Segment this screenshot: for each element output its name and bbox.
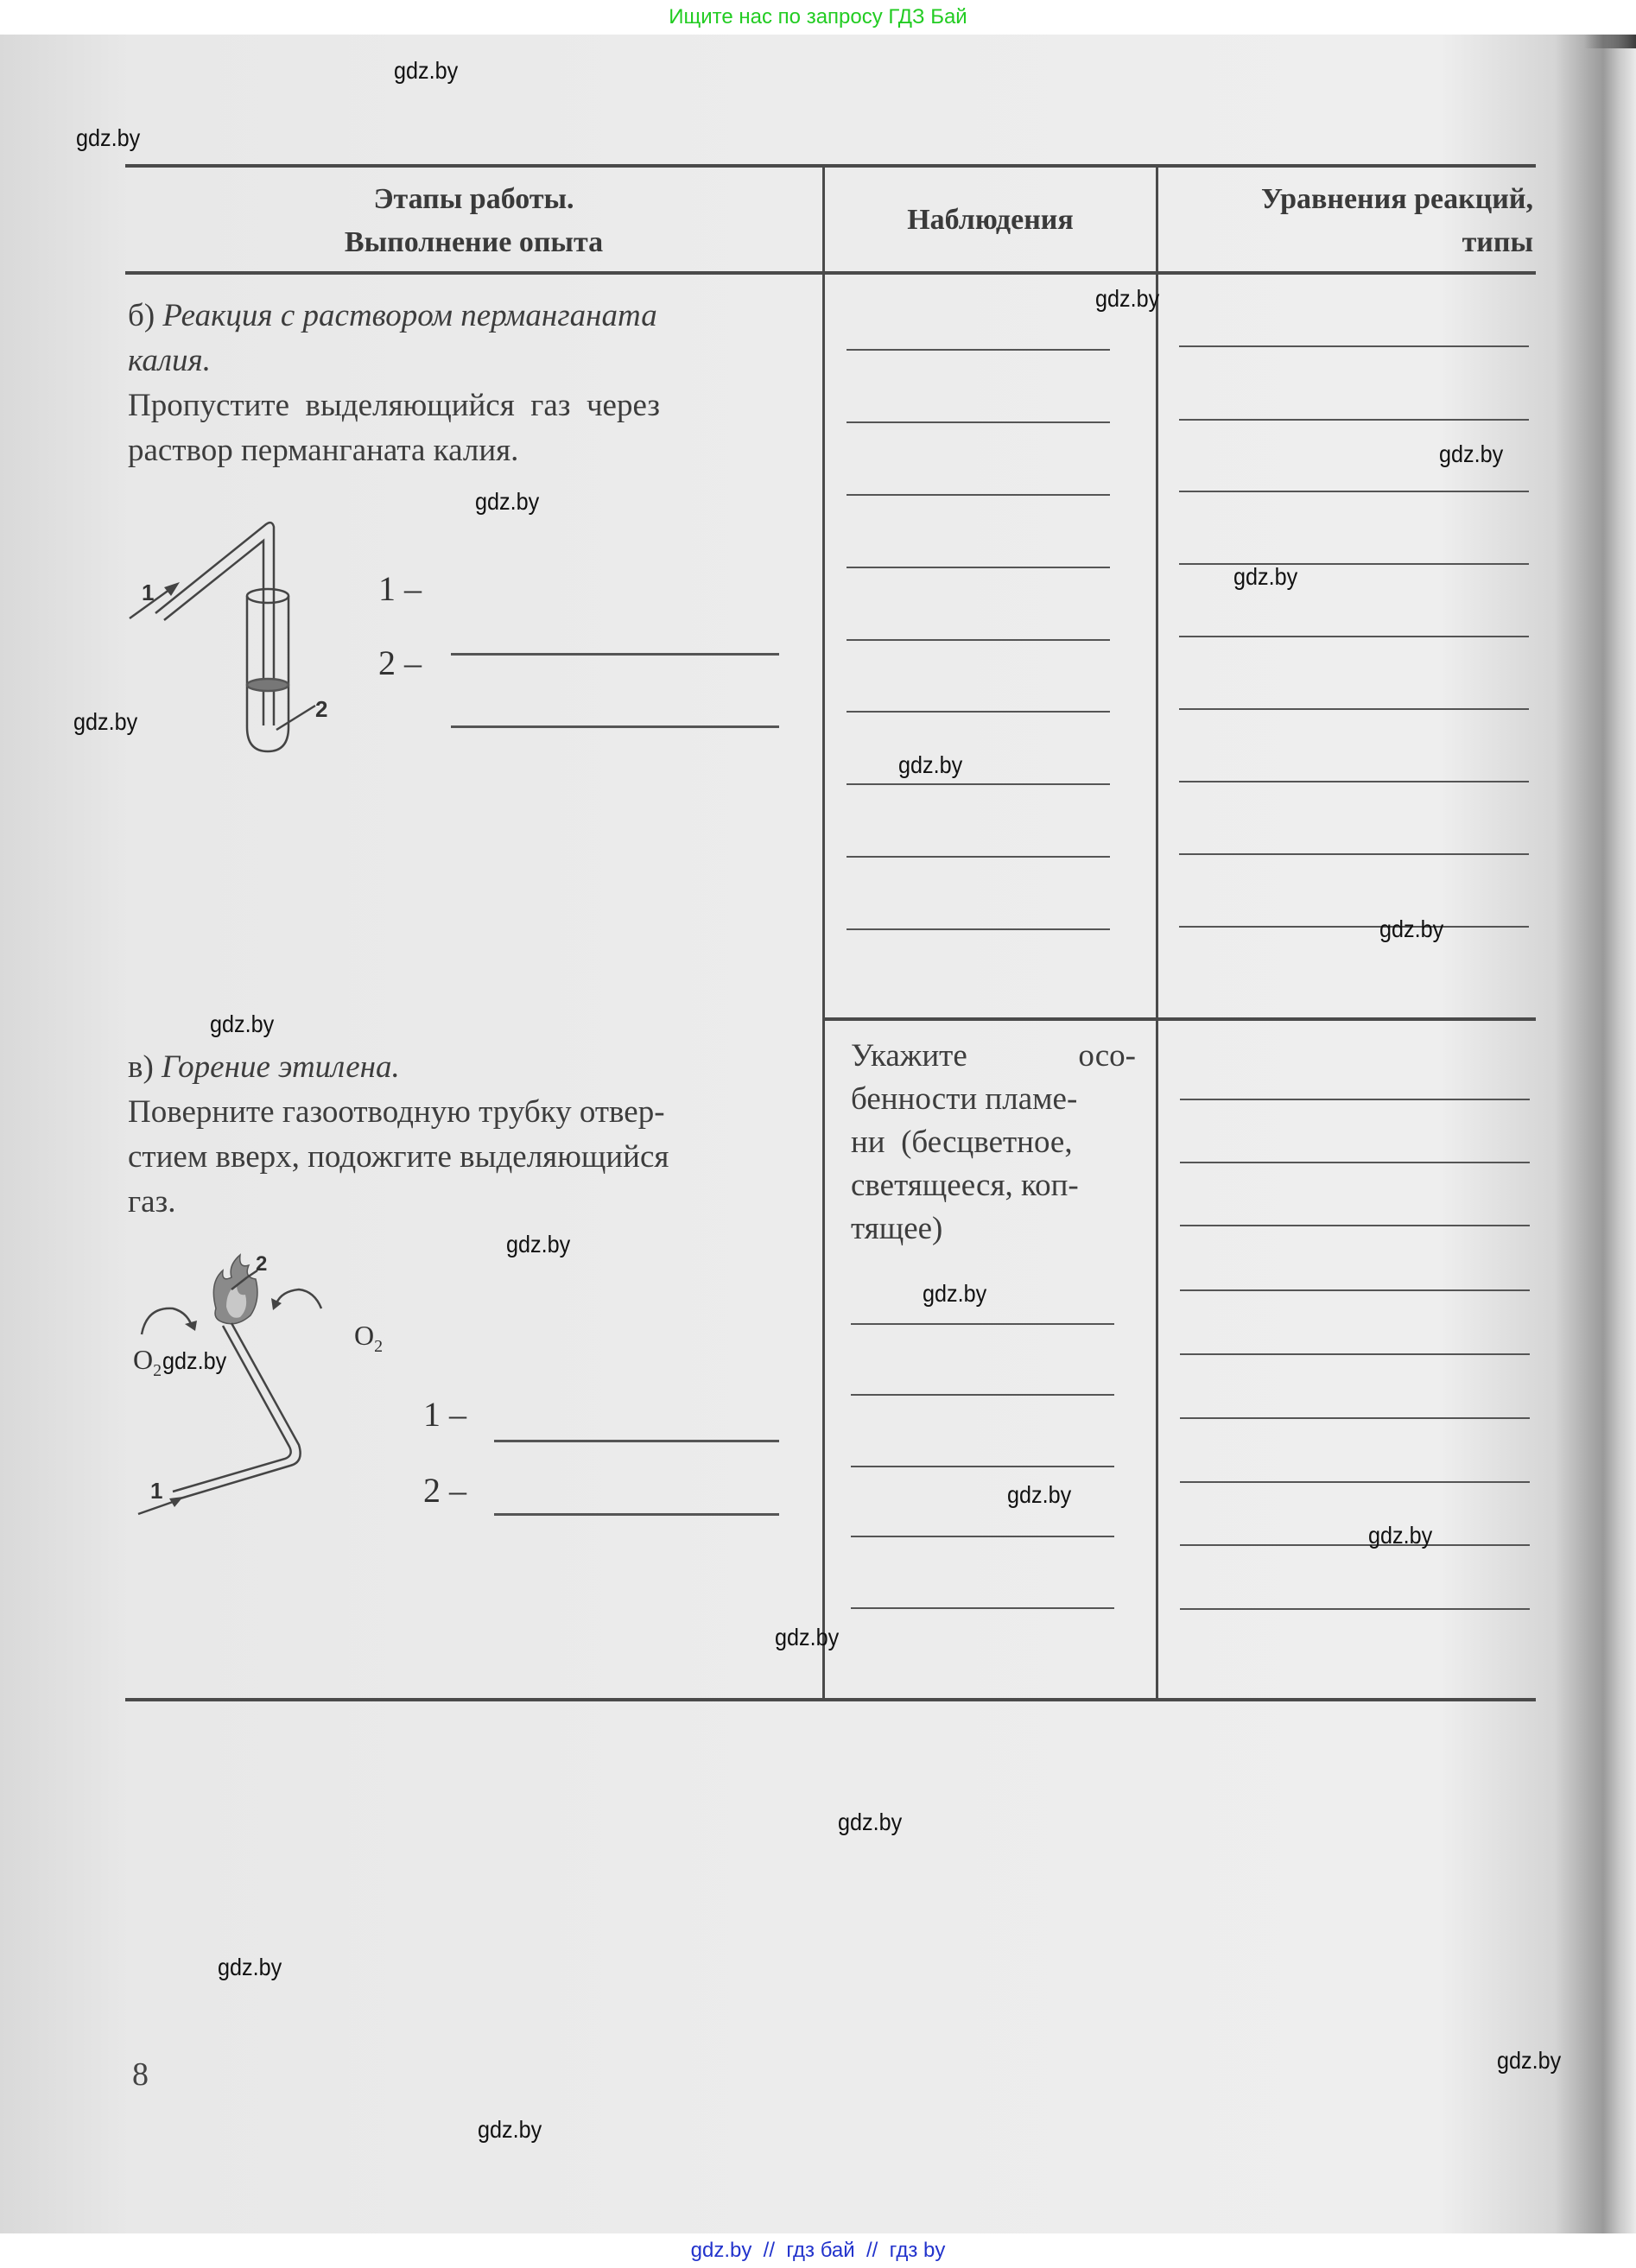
row-b-equation-line-3[interactable] — [1179, 491, 1529, 492]
page-edge-shadow — [1584, 35, 1636, 48]
row-v-observation-line-5[interactable] — [851, 1607, 1114, 1609]
watermark: gdz.by — [1007, 1481, 1072, 1508]
watermark: gdz.by — [73, 708, 138, 735]
header-stages-line2: Выполнение опыта — [344, 226, 604, 258]
combustion-diagram — [130, 1239, 441, 1516]
row-v-title — [128, 1045, 819, 1090]
column-divider-observations — [822, 164, 825, 1701]
prompt-line-2: бенности пламе- — [851, 1081, 1078, 1117]
row-v-legend-2-answer-line[interactable] — [494, 1513, 779, 1516]
row-v-equation-line-2[interactable] — [1180, 1162, 1530, 1163]
row-v-observation-line-2[interactable] — [851, 1394, 1114, 1396]
row-b-observation-line-8[interactable] — [847, 856, 1110, 858]
row-b-equation-line-2[interactable] — [1179, 419, 1529, 421]
watermark: gdz.by — [923, 1280, 987, 1307]
row-b-title — [128, 294, 819, 339]
prompt-line-1: Укажите осо- — [851, 1038, 1136, 1074]
header-stages-line1: Этапы работы. — [373, 183, 574, 215]
workbook-page — [0, 35, 1636, 2233]
row-b-observation-line-3[interactable] — [847, 494, 1110, 496]
bottom-banner: gdz.by // гдз бай // гдз by — [690, 2239, 946, 2262]
watermark: gdz.by — [76, 124, 141, 151]
row-v-instruction-line1: Поверните газоотводную трубку отвер- — [128, 1094, 665, 1130]
top-banner: Ищите нас по запросу ГДЗ Бай — [669, 5, 967, 29]
row-v-observation-prompt — [851, 1035, 1136, 1251]
row-b-marker: б) — [128, 298, 155, 333]
callout-1: 1 — [142, 580, 155, 605]
table-header-bottom-rule — [125, 271, 1536, 275]
row-v-legend-1-label: 1 – — [423, 1395, 466, 1434]
header-observations: Наблюдения — [907, 204, 1074, 236]
test-tube-diagram — [130, 501, 354, 777]
row-b-instruction-line2: раствор перманганата калия. — [128, 433, 519, 468]
row-v-equation-line-8[interactable] — [1180, 1544, 1530, 1546]
watermark: gdz.by — [218, 1954, 282, 1980]
watermark: gdz.by — [478, 2116, 542, 2143]
page-number: 8 — [132, 2056, 149, 2093]
row-v-instruction-line2: стием вверх, подожгите выделяющийся — [128, 1139, 669, 1175]
row-b-equation-line-9[interactable] — [1179, 926, 1529, 928]
row-b-legend-1-label: 1 – — [378, 569, 422, 608]
row-b-title-line2: калия. — [128, 343, 211, 378]
row-v-legend-1-answer-line[interactable] — [494, 1440, 779, 1442]
watermark: gdz.by — [1439, 440, 1504, 467]
oxygen-left-label: $O_2$ — [133, 1344, 162, 1380]
row-v-equation-line-3[interactable] — [1180, 1225, 1530, 1226]
table-top-rule — [125, 164, 1536, 168]
watermark: gdz.by — [1368, 1522, 1433, 1549]
watermark: gdz.by — [1497, 2047, 1562, 2074]
row-b-instruction-line1: Пропустите выделяющийся газ через — [128, 388, 660, 423]
oxygen-right-label: $O_2$ — [354, 1320, 384, 1356]
row-b-observation-line-4[interactable] — [847, 567, 1110, 568]
header-equations — [1158, 178, 1533, 264]
callout-1: 1 — [150, 1478, 163, 1504]
row-b-equation-line-7[interactable] — [1179, 781, 1529, 782]
watermark: gdz.by — [210, 1010, 275, 1037]
watermark: gdz.by — [775, 1624, 840, 1650]
prompt-line-4: светящееся, коп- — [851, 1168, 1079, 1203]
watermark: gdz.by — [838, 1809, 903, 1835]
header-equations-line1: Уравнения реакций, — [1260, 183, 1533, 215]
row-v-legend-2-label: 2 – — [423, 1471, 466, 1510]
row-b-legend-2-label: 2 – — [378, 643, 422, 682]
row-b-observation-line-5[interactable] — [847, 639, 1110, 641]
row-v-equation-line-7[interactable] — [1180, 1481, 1530, 1483]
row-v-observation-line-3[interactable] — [851, 1466, 1114, 1467]
row-v-equation-line-5[interactable] — [1180, 1353, 1530, 1355]
watermark: gdz.by — [898, 751, 963, 778]
table-bottom-rule — [125, 1698, 1536, 1701]
row-v-title-text: Горение этилена. — [162, 1049, 400, 1085]
watermark: gdz.by — [506, 1231, 571, 1258]
callout-2: 2 — [256, 1252, 268, 1276]
watermark: gdz.by — [162, 1347, 227, 1374]
row-b-observation-line-7[interactable] — [847, 783, 1110, 785]
prompt-line-3: ни (бесцветное, — [851, 1124, 1073, 1160]
watermark: gdz.by — [475, 488, 540, 515]
row-v-marker: в) — [128, 1049, 154, 1085]
column-divider-equations — [1156, 164, 1158, 1701]
callout-2: 2 — [315, 696, 328, 722]
row-b-equation-line-5[interactable] — [1179, 636, 1529, 637]
row-v-equation-line-9[interactable] — [1180, 1608, 1530, 1610]
row-v-observation-line-1[interactable] — [851, 1323, 1114, 1325]
watermark: gdz.by — [394, 57, 459, 84]
row-v-equation-line-4[interactable] — [1180, 1289, 1530, 1291]
row-b-equation-line-1[interactable] — [1179, 345, 1529, 347]
row-v-instruction-line3: газ. — [128, 1184, 176, 1220]
row-b-observation-line-2[interactable] — [847, 421, 1110, 423]
row-v-equation-line-1[interactable] — [1180, 1099, 1530, 1100]
watermark: gdz.by — [1095, 285, 1160, 312]
row-b-observation-line-1[interactable] — [847, 349, 1110, 351]
row-b-equation-line-8[interactable] — [1179, 853, 1529, 855]
row-v-observation-line-4[interactable] — [851, 1536, 1114, 1537]
table-row-divider — [822, 1017, 1536, 1021]
row-b-equation-line-6[interactable] — [1179, 708, 1529, 710]
prompt-line-5: тящее) — [851, 1211, 943, 1246]
header-equations-line2: типы — [1462, 226, 1533, 258]
row-b-observation-line-6[interactable] — [847, 711, 1110, 713]
header-stages — [125, 178, 822, 264]
watermark: gdz.by — [1233, 563, 1298, 590]
row-v-equation-line-6[interactable] — [1180, 1417, 1530, 1419]
row-b-observation-line-9[interactable] — [847, 928, 1110, 930]
row-b-equation-line-4[interactable] — [1179, 563, 1529, 565]
row-b-legend-1-answer-line[interactable] — [451, 653, 779, 656]
row-b-legend-2-answer-line[interactable] — [451, 725, 779, 728]
watermark: gdz.by — [1379, 915, 1444, 942]
row-b-title-line1: Реакция с раствором перманганата — [162, 298, 657, 333]
